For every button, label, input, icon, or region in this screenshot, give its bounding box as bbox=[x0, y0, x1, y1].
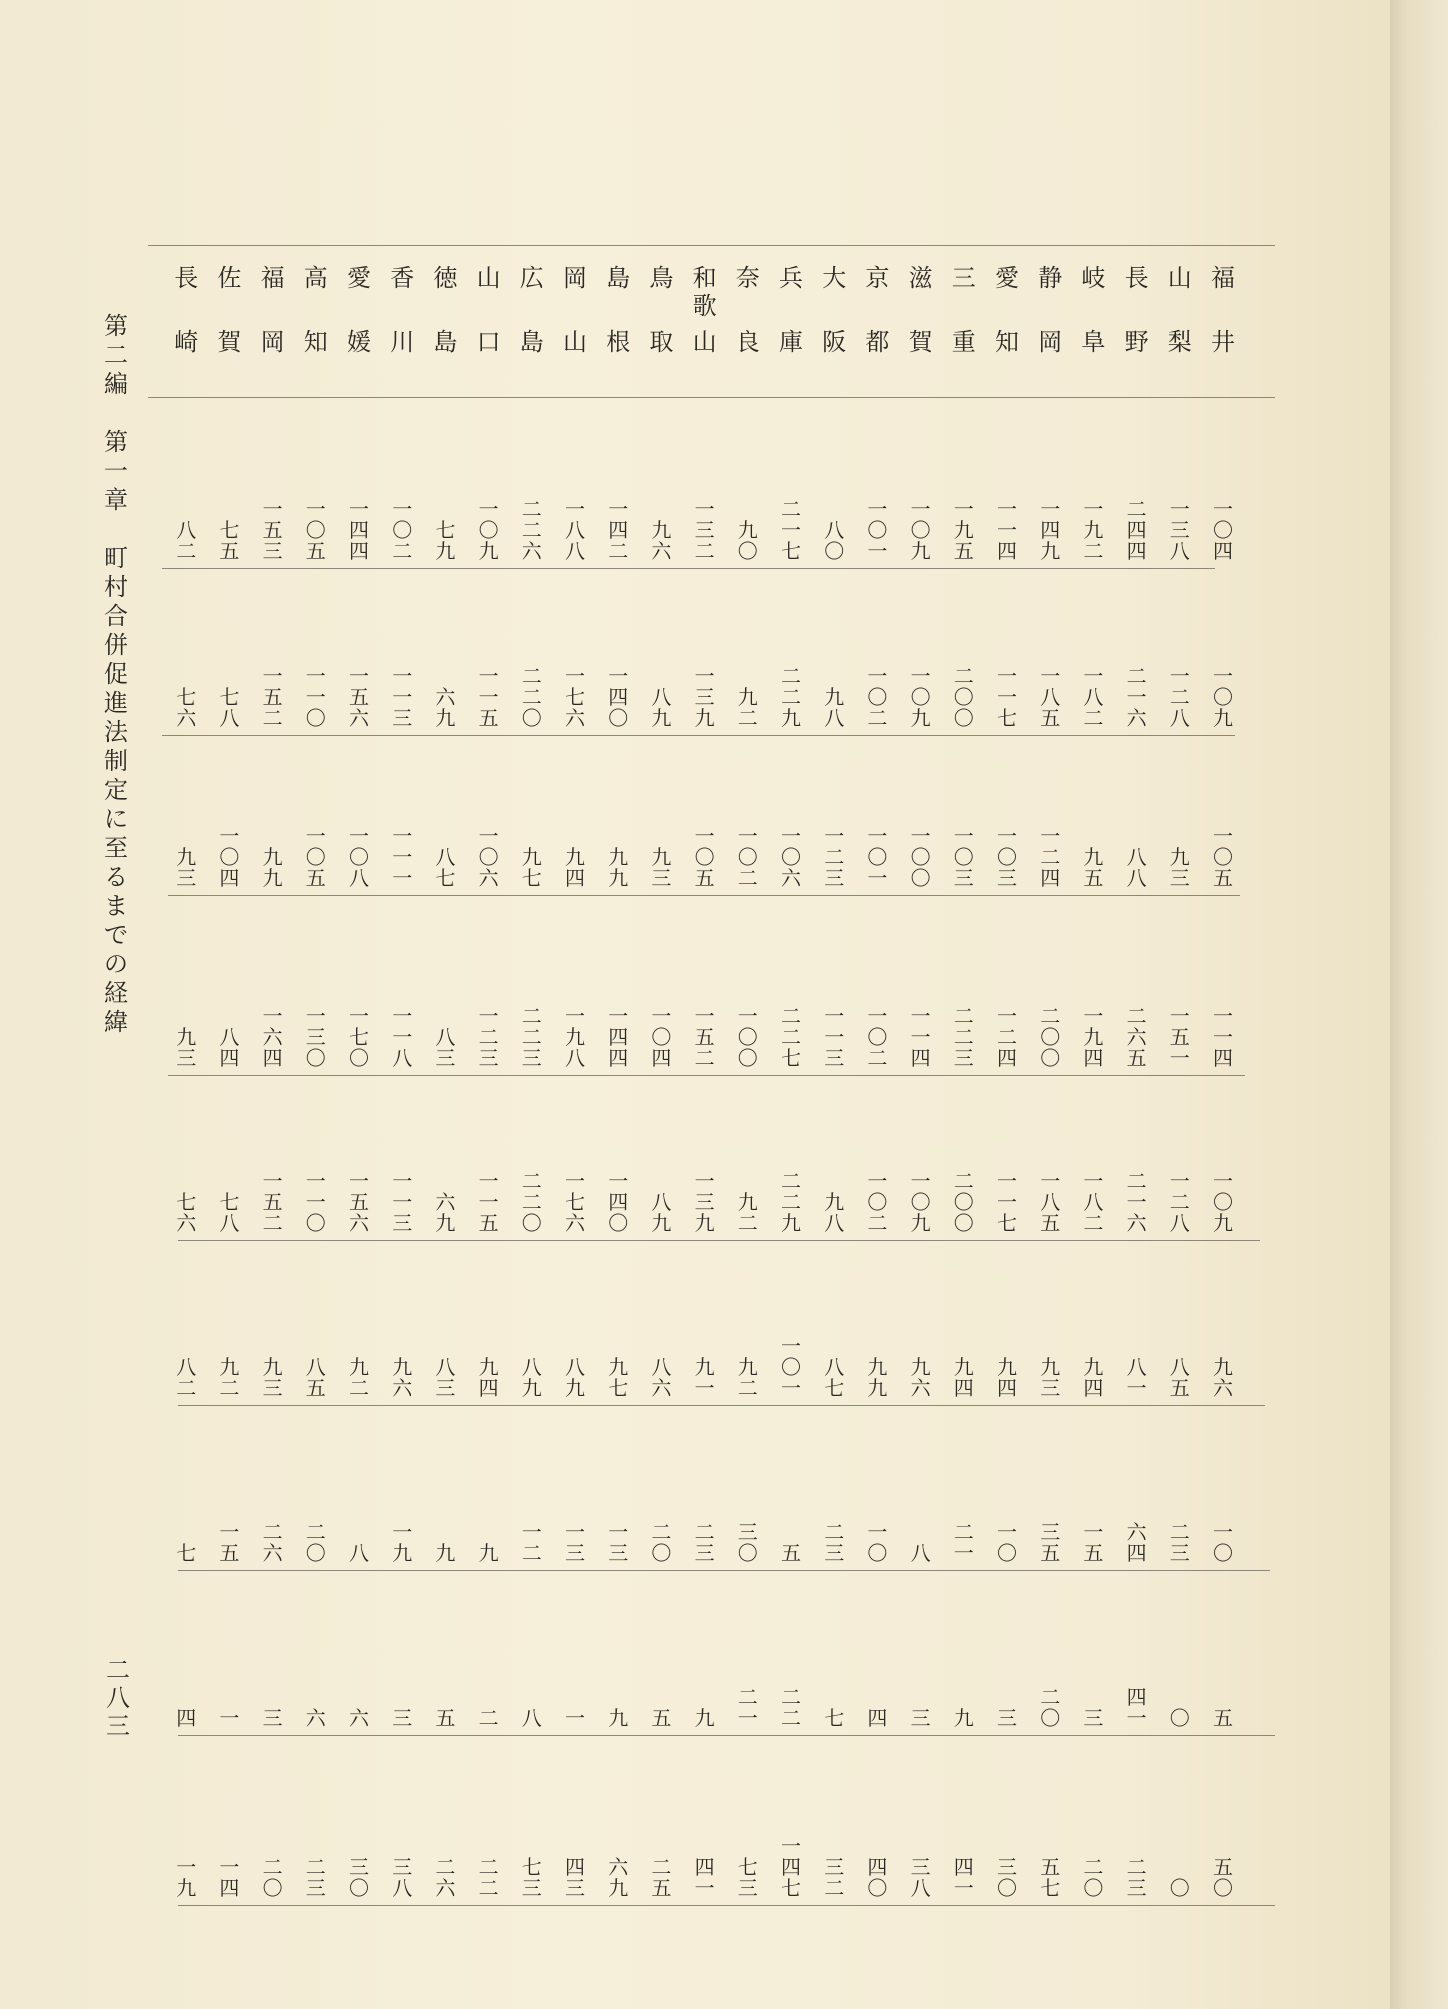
table-cell: 二 一 七 bbox=[781, 497, 801, 563]
prefecture-header: 奈 良 bbox=[735, 264, 760, 356]
table-cell: 一 九 五 bbox=[953, 497, 974, 563]
table-cell: 一 一 五 bbox=[478, 1169, 499, 1235]
prefecture-header: 佐 賀 bbox=[217, 264, 242, 356]
table-cell: 一 三 八 bbox=[1169, 497, 1190, 563]
table-cell: 一 一 四 bbox=[997, 497, 1017, 563]
table-cell: 一 一 〇 bbox=[305, 1169, 326, 1235]
row-rule bbox=[168, 895, 1240, 896]
table-cell: 九 四 bbox=[478, 1355, 499, 1400]
table-cell: 三 〇 bbox=[997, 1855, 1017, 1900]
table-cell: 九 四 bbox=[953, 1355, 974, 1400]
table-cell: 一 二 四 bbox=[1040, 824, 1061, 890]
table-cell: 七 bbox=[176, 1541, 197, 1565]
table-cell: 一 一 三 bbox=[392, 1169, 413, 1235]
table-cell: 一 〇 二 bbox=[867, 664, 888, 730]
table-cell: 二 二 bbox=[781, 1685, 801, 1730]
table-cell: 四 一 bbox=[1126, 1685, 1147, 1730]
table-cell: 二 六 bbox=[435, 1855, 456, 1900]
table-cell: 九 七 bbox=[521, 845, 542, 890]
table-cell: 一 八 五 bbox=[1040, 664, 1061, 730]
table-cell: 一 〇 九 bbox=[910, 497, 931, 563]
table-cell: 九 三 bbox=[176, 1025, 197, 1070]
table-cell: 一 五 三 bbox=[262, 497, 283, 563]
prefecture-header: 三 重 bbox=[951, 264, 976, 356]
table-cell: 一 五 六 bbox=[349, 1169, 369, 1235]
table-cell: 九 四 bbox=[997, 1355, 1017, 1400]
table-rule bbox=[148, 245, 1275, 246]
table-cell: 二 二 三 bbox=[953, 1004, 974, 1070]
table-cell: 一 四 四 bbox=[608, 1004, 629, 1070]
table-cell: 一 三 bbox=[608, 1520, 629, 1565]
table-cell: 一 六 四 bbox=[262, 1004, 283, 1070]
table-cell: 一 七 六 bbox=[565, 1169, 585, 1235]
table-cell: 七 三 bbox=[521, 1855, 542, 1900]
table-cell: 七 九 bbox=[435, 518, 456, 563]
table-cell: 一 五 bbox=[1083, 1520, 1104, 1565]
table-cell: 二 三 bbox=[1126, 1855, 1147, 1900]
table-cell: 一 九 八 bbox=[565, 1004, 585, 1070]
table-cell: 七 八 bbox=[219, 1190, 240, 1235]
prefecture-header: 静 岡 bbox=[1038, 264, 1063, 356]
table-cell: 一 一 一 bbox=[392, 824, 413, 890]
table-cell: 五 bbox=[781, 1541, 801, 1565]
row-rule bbox=[162, 735, 1235, 736]
table-cell: 五 bbox=[1213, 1706, 1233, 1730]
prefecture-header: 愛 媛 bbox=[347, 264, 371, 356]
table-cell: 一 九 二 bbox=[1083, 497, 1104, 563]
table-cell: 一 〇 三 bbox=[953, 824, 974, 890]
table-cell: 五 七 bbox=[1040, 1855, 1061, 1900]
table-cell: 一 三 〇 bbox=[305, 1004, 326, 1070]
table-cell: 九 六 bbox=[1213, 1355, 1233, 1400]
table-cell: 一 五 二 bbox=[262, 1169, 283, 1235]
table-cell: 一 bbox=[219, 1706, 240, 1730]
table-cell: 一 一 七 bbox=[997, 664, 1017, 730]
table-cell: 一 〇 bbox=[1213, 1520, 1233, 1565]
table-cell: 二 三 bbox=[694, 1520, 715, 1565]
table-cell: 一 〇 〇 bbox=[910, 824, 931, 890]
table-cell: 二 〇 〇 bbox=[953, 664, 974, 730]
table-cell: 一 一 三 bbox=[824, 1004, 845, 1070]
table-cell: 二 六 五 bbox=[1126, 1004, 1147, 1070]
prefecture-header: 兵 庫 bbox=[779, 264, 803, 356]
table-cell: 一 二 四 bbox=[997, 1004, 1017, 1070]
table-cell: 四 一 bbox=[694, 1855, 715, 1900]
table-cell: 一 〇 六 bbox=[781, 824, 801, 890]
prefecture-header: 大 阪 bbox=[822, 264, 847, 356]
table-cell: 一 一 五 bbox=[478, 664, 499, 730]
table-cell: 七 bbox=[824, 1706, 845, 1730]
table-cell: 二 三 bbox=[824, 1520, 845, 1565]
row-rule bbox=[178, 1905, 1275, 1906]
prefecture-header: 岐 阜 bbox=[1081, 264, 1106, 356]
table-cell: 八 二 bbox=[176, 1355, 197, 1400]
table-cell: 六 九 bbox=[608, 1855, 629, 1900]
table-cell: 九 bbox=[435, 1541, 456, 1565]
prefecture-header: 長 野 bbox=[1124, 264, 1149, 356]
table-cell: 九 二 bbox=[737, 1190, 758, 1235]
table-cell: 七 五 bbox=[219, 518, 240, 563]
table-cell: 一 一 八 bbox=[392, 1004, 413, 1070]
table-cell: 一 〇 三 bbox=[997, 824, 1017, 890]
prefecture-header: 高 知 bbox=[303, 264, 328, 356]
table-cell: 二 二 六 bbox=[521, 497, 542, 563]
table-cell: 三 bbox=[1083, 1706, 1104, 1730]
table-cell: 八 四 bbox=[219, 1025, 240, 1070]
table-cell: 一 〇 四 bbox=[651, 1004, 672, 1070]
table-cell: 九 七 bbox=[608, 1355, 629, 1400]
prefecture-header: 山 梨 bbox=[1167, 264, 1192, 356]
row-rule bbox=[178, 1405, 1265, 1406]
prefecture-header: 広 島 bbox=[519, 264, 544, 356]
table-cell: 一 〇 九 bbox=[1213, 664, 1233, 730]
table-cell: 三 bbox=[392, 1706, 413, 1730]
table-rule bbox=[148, 397, 1275, 398]
table-cell: 九 三 bbox=[1169, 845, 1190, 890]
table-cell: 九 八 bbox=[824, 1190, 845, 1235]
table-cell: 六 bbox=[305, 1706, 326, 1730]
page-edge bbox=[1390, 0, 1448, 2009]
table-cell: 九 五 bbox=[1083, 845, 1104, 890]
prefecture-header: 愛 知 bbox=[995, 264, 1019, 356]
table-cell: 一 三 九 bbox=[694, 664, 715, 730]
table-cell: 八 七 bbox=[435, 845, 456, 890]
table-cell: 一 〇 二 bbox=[392, 497, 413, 563]
table-cell: 一 八 五 bbox=[1040, 1169, 1061, 1235]
prefecture-header: 島 根 bbox=[606, 264, 631, 356]
table-cell: 一 五 六 bbox=[349, 664, 369, 730]
table-cell: 〇 bbox=[1169, 1876, 1190, 1900]
table-cell: 一 四 〇 bbox=[608, 664, 629, 730]
table-cell: 一 〇 九 bbox=[910, 664, 931, 730]
table-cell: 九 六 bbox=[651, 518, 672, 563]
table-cell: 三 bbox=[997, 1706, 1017, 1730]
table-cell: 八 bbox=[349, 1541, 369, 1565]
prefecture-header: 福 井 bbox=[1211, 264, 1235, 356]
table-cell: 六 四 bbox=[1126, 1520, 1147, 1565]
table-cell: 二 二 〇 bbox=[521, 1169, 542, 1235]
prefecture-header: 京 都 bbox=[865, 264, 890, 356]
table-cell: 九 一 bbox=[694, 1355, 715, 1400]
page-number: 二八三 bbox=[106, 1656, 130, 1740]
table-cell: 二 〇 〇 bbox=[1040, 1004, 1061, 1070]
running-head: 第 二 編 第 一 章 町 村 合 併 促 進 法 制 定 に 至 る ま で の 経 緯 bbox=[104, 312, 128, 1036]
table-cell: 五 〇 bbox=[1213, 1855, 1233, 1900]
table-cell: 一 七 六 bbox=[565, 664, 585, 730]
table-cell: 九 bbox=[694, 1706, 715, 1730]
table-cell: 一 五 一 bbox=[1169, 1004, 1190, 1070]
table-cell: 四 三 bbox=[565, 1855, 585, 1900]
table-cell: 九 二 bbox=[737, 685, 758, 730]
table-cell: 一 八 二 bbox=[1083, 1169, 1104, 1235]
table-cell: 一 三 九 bbox=[694, 1169, 715, 1235]
table-cell: 一 二 八 bbox=[1169, 664, 1190, 730]
table-cell: 七 六 bbox=[176, 1190, 197, 1235]
table-cell: 三 八 bbox=[392, 1855, 413, 1900]
table-cell: 九 三 bbox=[1040, 1355, 1061, 1400]
table-cell: 二 〇 bbox=[651, 1520, 672, 1565]
table-cell: 八 〇 bbox=[824, 518, 845, 563]
table-cell: 一 〇 二 bbox=[867, 1004, 888, 1070]
table-cell: 八 六 bbox=[651, 1355, 672, 1400]
table-cell: 八 三 bbox=[435, 1025, 456, 1070]
table-cell: 二 〇 〇 bbox=[953, 1169, 974, 1235]
table-cell: 一 〇 五 bbox=[305, 824, 326, 890]
table-cell: 一 二 bbox=[521, 1520, 542, 1565]
table-cell: 二 四 四 bbox=[1126, 497, 1147, 563]
table-cell: 二 〇 bbox=[1083, 1855, 1104, 1900]
table-cell: 二 三 bbox=[305, 1855, 326, 1900]
table-cell: 二 〇 bbox=[262, 1855, 283, 1900]
table-cell: 一 一 〇 bbox=[305, 664, 326, 730]
table-cell: 一 一 七 bbox=[997, 1169, 1017, 1235]
table-cell: 一 〇 五 bbox=[694, 824, 715, 890]
table-cell: 九 二 bbox=[219, 1355, 240, 1400]
table-cell: 一 八 八 bbox=[565, 497, 585, 563]
table-cell: 一 〇 二 bbox=[737, 824, 758, 890]
table-cell: 二 六 bbox=[262, 1520, 283, 1565]
table-cell: 九 六 bbox=[392, 1355, 413, 1400]
prefecture-header: 鳥 取 bbox=[649, 264, 674, 356]
table-cell: 八 二 bbox=[176, 518, 197, 563]
table-cell: 一 〇 二 bbox=[867, 1169, 888, 1235]
table-cell: 三 bbox=[262, 1706, 283, 1730]
table-cell: 七 八 bbox=[219, 685, 240, 730]
table-cell: 一 bbox=[565, 1706, 585, 1730]
table-cell: 二 〇 bbox=[305, 1520, 326, 1565]
row-rule bbox=[168, 1075, 1245, 1076]
table-cell: 一 〇 六 bbox=[478, 824, 499, 890]
table-cell: 一 四 四 bbox=[349, 497, 369, 563]
table-cell: 一 〇 bbox=[997, 1520, 1017, 1565]
table-cell: 一 〇 八 bbox=[349, 824, 369, 890]
table-cell: 一 二 三 bbox=[824, 824, 845, 890]
table-cell: 九 二 bbox=[349, 1355, 369, 1400]
table-cell: 九 三 bbox=[262, 1355, 283, 1400]
table-cell: 二 二 〇 bbox=[521, 664, 542, 730]
table-cell: 八 五 bbox=[305, 1355, 326, 1400]
table-cell: 一 三 bbox=[565, 1520, 585, 1565]
table-cell: 九 九 bbox=[867, 1355, 888, 1400]
prefecture-header: 山 口 bbox=[476, 264, 501, 356]
table-cell: 一 一 四 bbox=[910, 1004, 931, 1070]
table-cell: 八 三 bbox=[435, 1355, 456, 1400]
table-cell: 二 二 bbox=[478, 1855, 499, 1900]
table-cell: 一 〇 一 bbox=[867, 824, 888, 890]
table-cell: 三 五 bbox=[1040, 1520, 1061, 1565]
table-cell: 九 bbox=[953, 1706, 974, 1730]
table-cell: 一 四 〇 bbox=[608, 1169, 629, 1235]
table-cell: 二 一 bbox=[953, 1520, 974, 1565]
table-cell: 四 〇 bbox=[867, 1855, 888, 1900]
row-rule bbox=[178, 1735, 1275, 1736]
table-cell: 一 四 二 bbox=[608, 497, 629, 563]
table-cell: 六 九 bbox=[435, 685, 456, 730]
table-cell: 一 八 二 bbox=[1083, 664, 1104, 730]
table-cell: 二 一 六 bbox=[1126, 664, 1147, 730]
table-cell: 一 四 bbox=[219, 1855, 240, 1900]
row-rule bbox=[178, 1240, 1260, 1241]
table-cell: 三 〇 bbox=[737, 1520, 758, 1565]
table-cell: 一 〇 四 bbox=[1213, 497, 1233, 563]
prefecture-header: 長 崎 bbox=[174, 264, 199, 356]
table-cell: 一 一 四 bbox=[1213, 1004, 1233, 1070]
table-cell: 一 〇 九 bbox=[910, 1169, 931, 1235]
table-cell: 一 〇 〇 bbox=[737, 1004, 758, 1070]
table-cell: 二 二 三 bbox=[521, 1004, 542, 1070]
table-cell: 四 一 bbox=[953, 1855, 974, 1900]
table-cell: 九 bbox=[478, 1541, 499, 1565]
prefecture-header: 香 川 bbox=[390, 264, 415, 356]
table-cell: 二 五 bbox=[651, 1855, 672, 1900]
table-cell: 二 〇 bbox=[1040, 1685, 1061, 1730]
table-cell: 一 五 bbox=[219, 1520, 240, 1565]
table-cell: 八 八 bbox=[1126, 845, 1147, 890]
table-cell: 一 九 bbox=[176, 1855, 197, 1900]
table-cell: 一 〇 一 bbox=[867, 497, 888, 563]
table-cell: 一 二 八 bbox=[1169, 1169, 1190, 1235]
table-cell: 九 〇 bbox=[737, 518, 758, 563]
table-cell: 二 二 七 bbox=[781, 1004, 801, 1070]
table-cell: 六 bbox=[349, 1706, 369, 1730]
table-cell: 三 bbox=[910, 1706, 931, 1730]
prefecture-header: 岡 山 bbox=[563, 264, 587, 356]
table-cell: 七 三 bbox=[737, 1855, 758, 1900]
table-cell: 七 六 bbox=[176, 685, 197, 730]
table-cell: 四 bbox=[176, 1706, 197, 1730]
table-cell: 一 〇 五 bbox=[1213, 824, 1233, 890]
table-cell: 一 七 〇 bbox=[349, 1004, 369, 1070]
table-cell: 一 〇 四 bbox=[219, 824, 240, 890]
table-cell: 一 九 四 bbox=[1083, 1004, 1104, 1070]
table-cell: 五 bbox=[435, 1706, 456, 1730]
table-cell: 一 四 七 bbox=[781, 1834, 801, 1900]
table-cell: 一 九 bbox=[392, 1520, 413, 1565]
row-rule bbox=[178, 1570, 1270, 1571]
table-cell: 一 〇 五 bbox=[305, 497, 326, 563]
table-cell: 一 四 九 bbox=[1040, 497, 1061, 563]
table-cell: 〇 bbox=[1169, 1706, 1190, 1730]
table-cell: 九 九 bbox=[262, 845, 283, 890]
table-cell: 八 九 bbox=[521, 1355, 542, 1400]
prefecture-header: 福 岡 bbox=[260, 264, 285, 356]
table-cell: 八 七 bbox=[824, 1355, 845, 1400]
table-cell: 一 〇 九 bbox=[478, 497, 499, 563]
prefecture-header: 徳 島 bbox=[433, 264, 458, 356]
table-cell: 一 〇 bbox=[867, 1520, 888, 1565]
table-cell: 一 三 二 bbox=[694, 497, 715, 563]
table-cell: 八 一 bbox=[1126, 1355, 1147, 1400]
table-cell: 三 八 bbox=[910, 1855, 931, 1900]
table-cell: 八 九 bbox=[651, 685, 672, 730]
table-cell: 四 bbox=[867, 1706, 888, 1730]
table-cell: 九 八 bbox=[824, 685, 845, 730]
table-cell: 九 九 bbox=[608, 845, 629, 890]
table-cell: 二 bbox=[478, 1706, 499, 1730]
table-cell: 二 二 九 bbox=[781, 1169, 801, 1235]
table-cell: 一 五 二 bbox=[262, 664, 283, 730]
table-cell: 二 一 bbox=[737, 1685, 758, 1730]
table-cell: 九 三 bbox=[176, 845, 197, 890]
table-cell: 一 〇 一 bbox=[781, 1334, 801, 1400]
prefecture-header: 和歌 山 bbox=[692, 264, 717, 356]
table-cell: 八 五 bbox=[1169, 1355, 1190, 1400]
row-rule bbox=[162, 568, 1215, 569]
table-cell: 八 bbox=[910, 1541, 931, 1565]
table-cell: 九 二 bbox=[737, 1355, 758, 1400]
table-cell: 九 四 bbox=[565, 845, 585, 890]
table-cell: 九 三 bbox=[651, 845, 672, 890]
table-cell: 一 〇 九 bbox=[1213, 1169, 1233, 1235]
table-cell: 八 九 bbox=[565, 1355, 585, 1400]
table-cell: 八 九 bbox=[651, 1190, 672, 1235]
table-cell: 八 bbox=[521, 1706, 542, 1730]
table-cell: 三 二 bbox=[824, 1855, 845, 1900]
table-cell: 一 五 二 bbox=[694, 1004, 715, 1070]
table-cell: 九 四 bbox=[1083, 1355, 1104, 1400]
table-cell: 二 二 九 bbox=[781, 664, 801, 730]
table-cell: 五 bbox=[651, 1706, 672, 1730]
table-cell: 二 一 六 bbox=[1126, 1169, 1147, 1235]
table-cell: 一 一 三 bbox=[392, 664, 413, 730]
table-cell: 二 三 bbox=[1169, 1520, 1190, 1565]
table-cell: 九 六 bbox=[910, 1355, 931, 1400]
table-cell: 一 二 三 bbox=[478, 1004, 499, 1070]
table-cell: 六 九 bbox=[435, 1190, 456, 1235]
table-cell: 三 〇 bbox=[349, 1855, 369, 1900]
table-cell: 九 bbox=[608, 1706, 629, 1730]
prefecture-header: 滋 賀 bbox=[908, 264, 933, 356]
